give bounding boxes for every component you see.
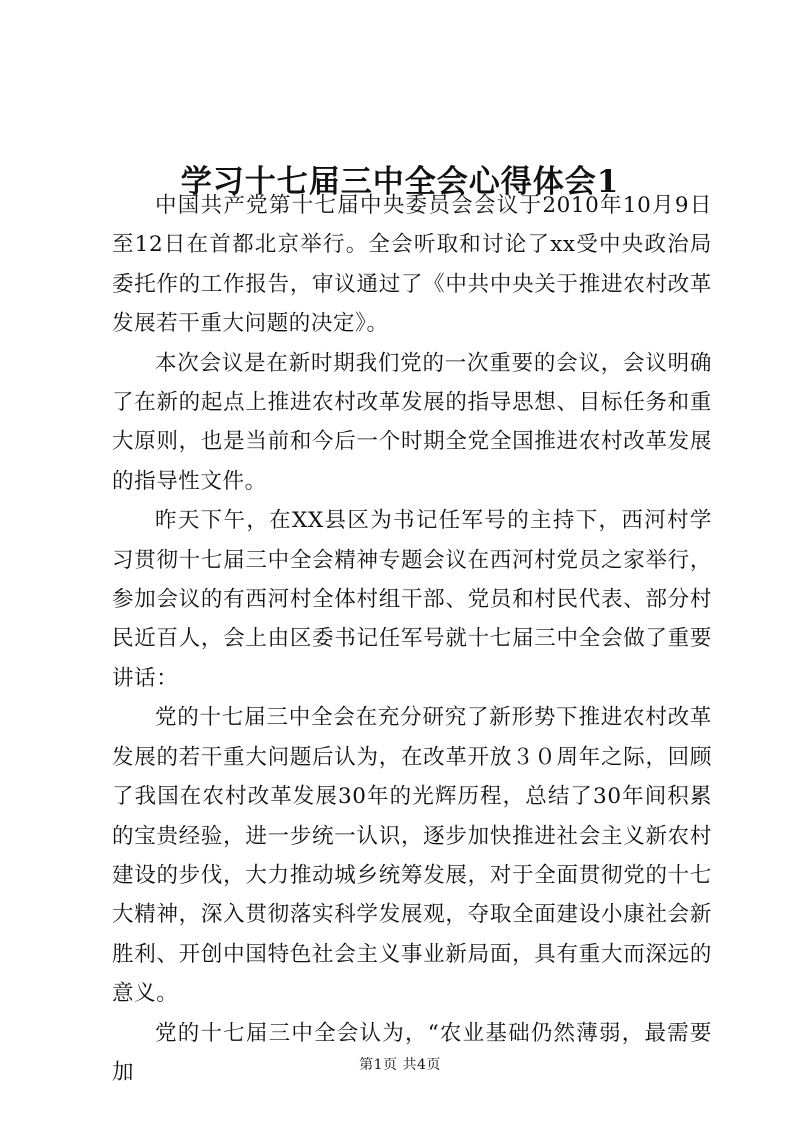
paragraph-4: 党的十七届三中全会在充分研究了新形势下推进农村改革发展的若干重大问题后认为，在改革开放３０周年之际，回顾了我国在农村改革发展30年的光辉历程，总结了30年间积累的宝贵经验，进一步统一认识，逐步加快推进社会主义新农村建设的步伐，大力推动城乡统筹发展，对于全面贯彻党的十七大精神，深入贯彻落实科学发展观，夺取全面建设小康社会新胜利、开创中国特色社会主义事业新局面，具有重大而深远的意义。	[112, 705, 712, 1007]
page-number-footer: 第1页 共4页	[359, 1057, 441, 1073]
paragraph-2: 本次会议是在新时期我们党的一次重要的会议，会议明确了在新的起点上推进农村改革发展的指导思想、目标任务和重大原则，也是当前和今后一个时期全党全国推进农村改革发展的指导性文件。	[112, 350, 712, 494]
document-title: 学习十七届三中全会心得体会1	[180, 163, 620, 200]
paragraph-5: 党的十七届三中全会认为，“农业基础仍然薄弱，最需要加	[112, 1020, 712, 1085]
document-body	[112, 186, 712, 1092]
paragraph-3: 昨天下午，在XX县区为书记任军号的主持下，西河村学习贯彻十七届三中全会精神专题会议在西河村党员之家举行，参加会议的有西河村全体村组干部、党员和村民代表、部分村民近百人，会上由区委书记任军号就十七届三中全会做了重要讲话：	[112, 508, 712, 691]
paragraph-1: 中国共产党第十七届中央委员会会议于2010年10月9日至12日在首都北京举行。全会听取和讨论了xx受中央政治局委托作的工作报告，审议通过了《中共中央关于推进农村改革发展若干重大问题的决定》。	[112, 193, 712, 337]
